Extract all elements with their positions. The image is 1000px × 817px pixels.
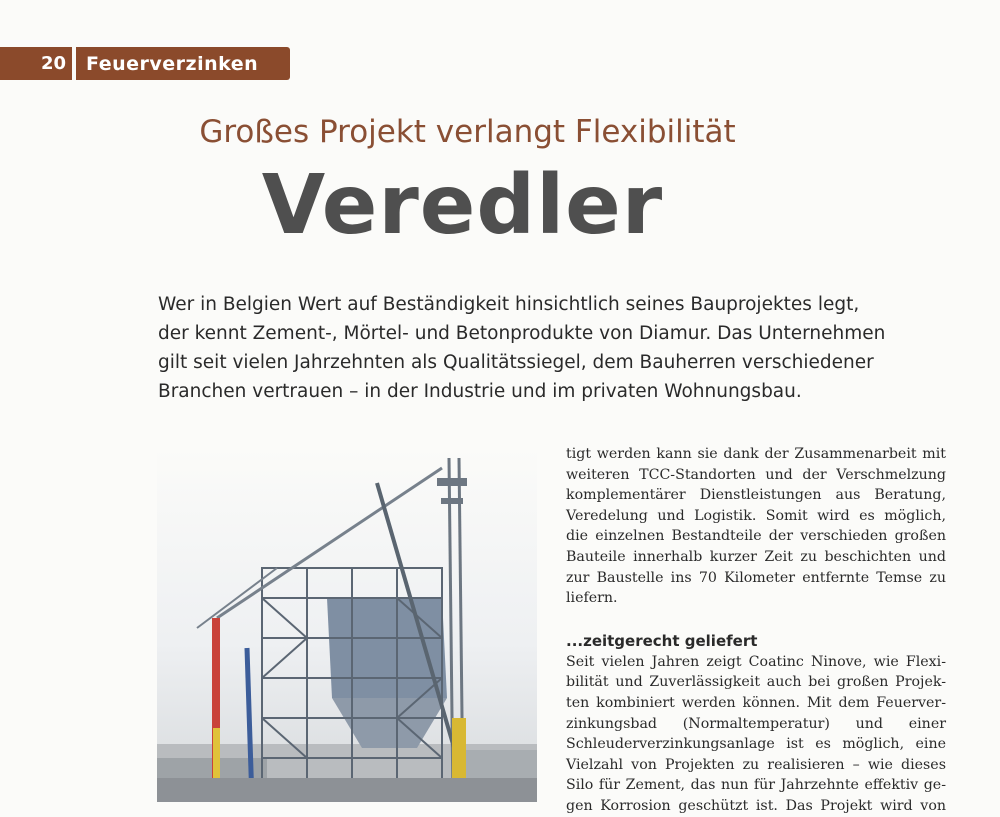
body-line: komplementärer Dienstleistungen aus Beratung, [566,487,946,504]
page-number: 20 [0,47,72,80]
page-header-tab [0,47,290,80]
section-label: Feuerverzinken [76,47,290,80]
body-line: Schleuderverzinkungsanlage ist es möglich, eine [566,736,946,753]
lead-line: der kennt Zement-, Mörtel- und Betonprodukte von Diamur. Das Unternehmen [158,323,886,344]
body-line: liefern. [566,590,618,607]
body-line: Bauteile innerhalb kurzer Zeit zu beschichten und [566,548,946,565]
lead-line: Wer in Belgien Wert auf Beständigkeit hinsichtlich seines Bauprojektes legt, [158,294,860,315]
body-paragraph [566,444,946,609]
body-line: zur Baustelle ins 70 Kilometer entfernte Temse zu [566,569,946,586]
article-lead [158,290,898,406]
body-line: ten kombiniert werden können. Mit dem Feuerver- [566,694,946,711]
body-line: Veredelung und Logistik. Somit wird es möglich, [566,507,946,524]
body-line: gen Korrosion geschützt ist. Das Projekt wird von [566,797,946,814]
article-headline: Veredler [261,158,664,253]
article-kicker: Großes Projekt verlangt Flexibilität [199,114,736,150]
body-column [566,444,946,817]
body-line: Vielzahl von Projekten zu realisieren – wie dieses [566,756,946,773]
subheading: ...zeitgerecht geliefert [566,631,758,650]
construction-photo [157,448,537,802]
body-paragraph [566,652,946,817]
body-line: bilität und Zuverlässigkeit auch bei großen Projek- [566,674,946,691]
lead-line: gilt seit vielen Jahrzehnten als Qualitätssiegel, dem Bauherren verschiedener [158,352,874,373]
body-line: Silo für Zement, das nun für Jahrzehnte effektiv ge- [566,777,946,794]
body-line: die einzelnen Bestandteile der verschieden großen [566,528,946,545]
lead-line: Branchen vertrauen – in der Industrie und im privaten Wohnungsbau. [158,381,802,402]
body-line: zinkungsbad (Normaltemperatur) und einer [566,715,946,732]
body-line: weiteren TCC-Standorten und der Verschmelzung [566,466,946,483]
body-line: Seit vielen Jahren zeigt Coatinc Ninove, wie Flexi- [566,653,946,670]
body-line: tigt werden kann sie dank der Zusammenarbeit mit [566,446,946,462]
